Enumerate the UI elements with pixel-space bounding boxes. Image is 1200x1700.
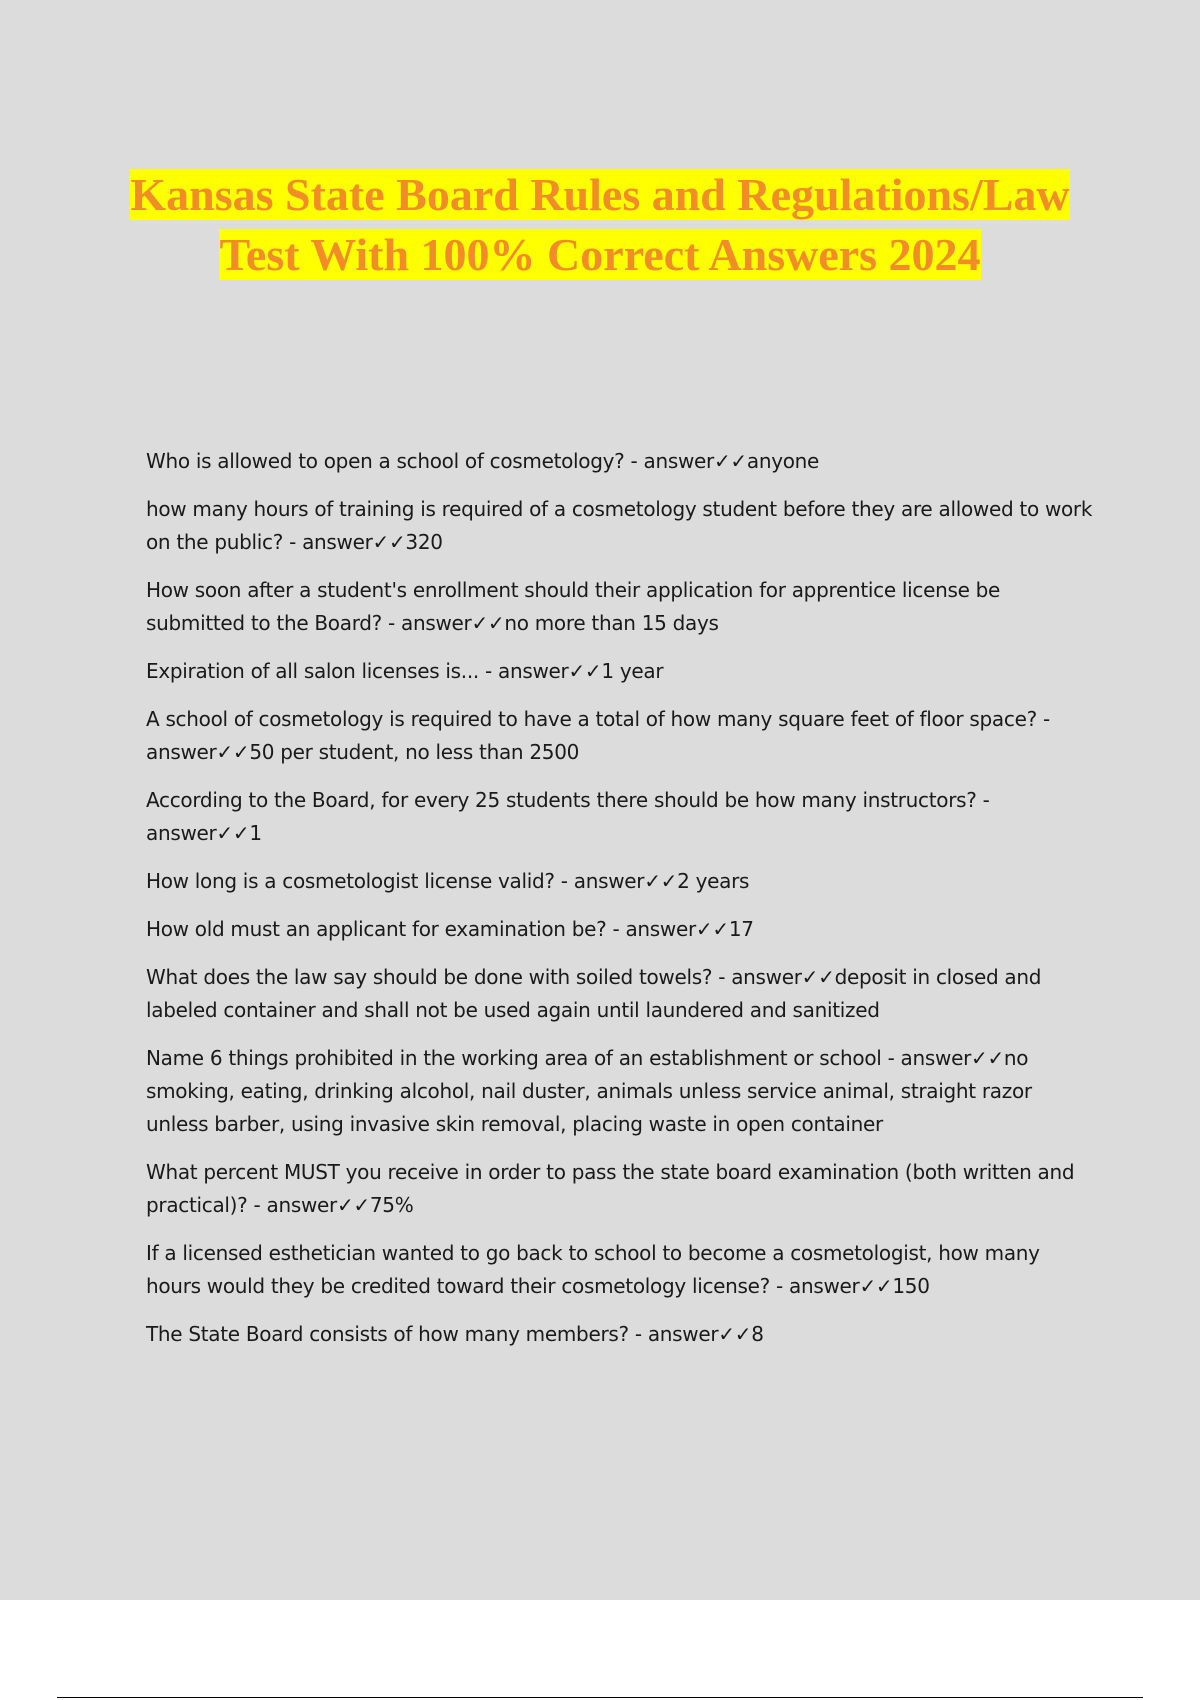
qa-item: How long is a cosmetologist license valid? - answer✓✓2 years bbox=[146, 869, 750, 893]
qa-item: How old must an applicant for examination be? - answer✓✓17 bbox=[146, 917, 754, 941]
qa-item: According to the Board, for every 25 students there should be how many instructors? - answer✓✓1 bbox=[146, 788, 990, 845]
document-title-text: Kansas State Board Rules and Regulations/Law Test With 100% Correct Answers 2024 bbox=[130, 169, 1070, 280]
qa-item: If a licensed esthetician wanted to go back to school to become a cosmetologist, how many hours would they be credited toward their cosmetology license? - answer✓✓150 bbox=[146, 1241, 1040, 1298]
qa-item: A school of cosmetology is required to have a total of how many square feet of floor space? - answer✓✓50 per student, no less than 2500 bbox=[146, 707, 1050, 764]
qa-item: How soon after a student's enrollment should their application for apprentice license be submitted to the Board? - answer✓✓no more than 15 days bbox=[146, 578, 1001, 635]
qa-item: The State Board consists of how many members? - answer✓✓8 bbox=[146, 1322, 764, 1346]
qa-item: What does the law say should be done with soiled towels? - answer✓✓deposit in closed and labeled container and shall not be used again until laundered and sanitized bbox=[146, 965, 1042, 1022]
qa-item: Who is allowed to open a school of cosmetology? - answer✓✓anyone bbox=[146, 449, 820, 473]
qa-item: how many hours of training is required of a cosmetology student before they are allowed to work on the public? - answer✓✓320 bbox=[146, 497, 1093, 554]
document-title bbox=[100, 165, 1100, 285]
qa-item: Expiration of all salon licenses is... - answer✓✓1 year bbox=[146, 659, 664, 683]
qa-item: What percent MUST you receive in order to pass the state board examination (both written and practical)? - answer✓✓75% bbox=[146, 1160, 1075, 1217]
qa-item: Name 6 things prohibited in the working area of an establishment or school - answer✓✓no smoking, eating, drinking alcohol, nail duster, animals unless service animal, straight razor unless barber, using invasive skin removal, placing waste in open container bbox=[146, 1046, 1032, 1136]
bottom-divider bbox=[57, 1697, 1143, 1698]
qa-list bbox=[146, 445, 1096, 1366]
